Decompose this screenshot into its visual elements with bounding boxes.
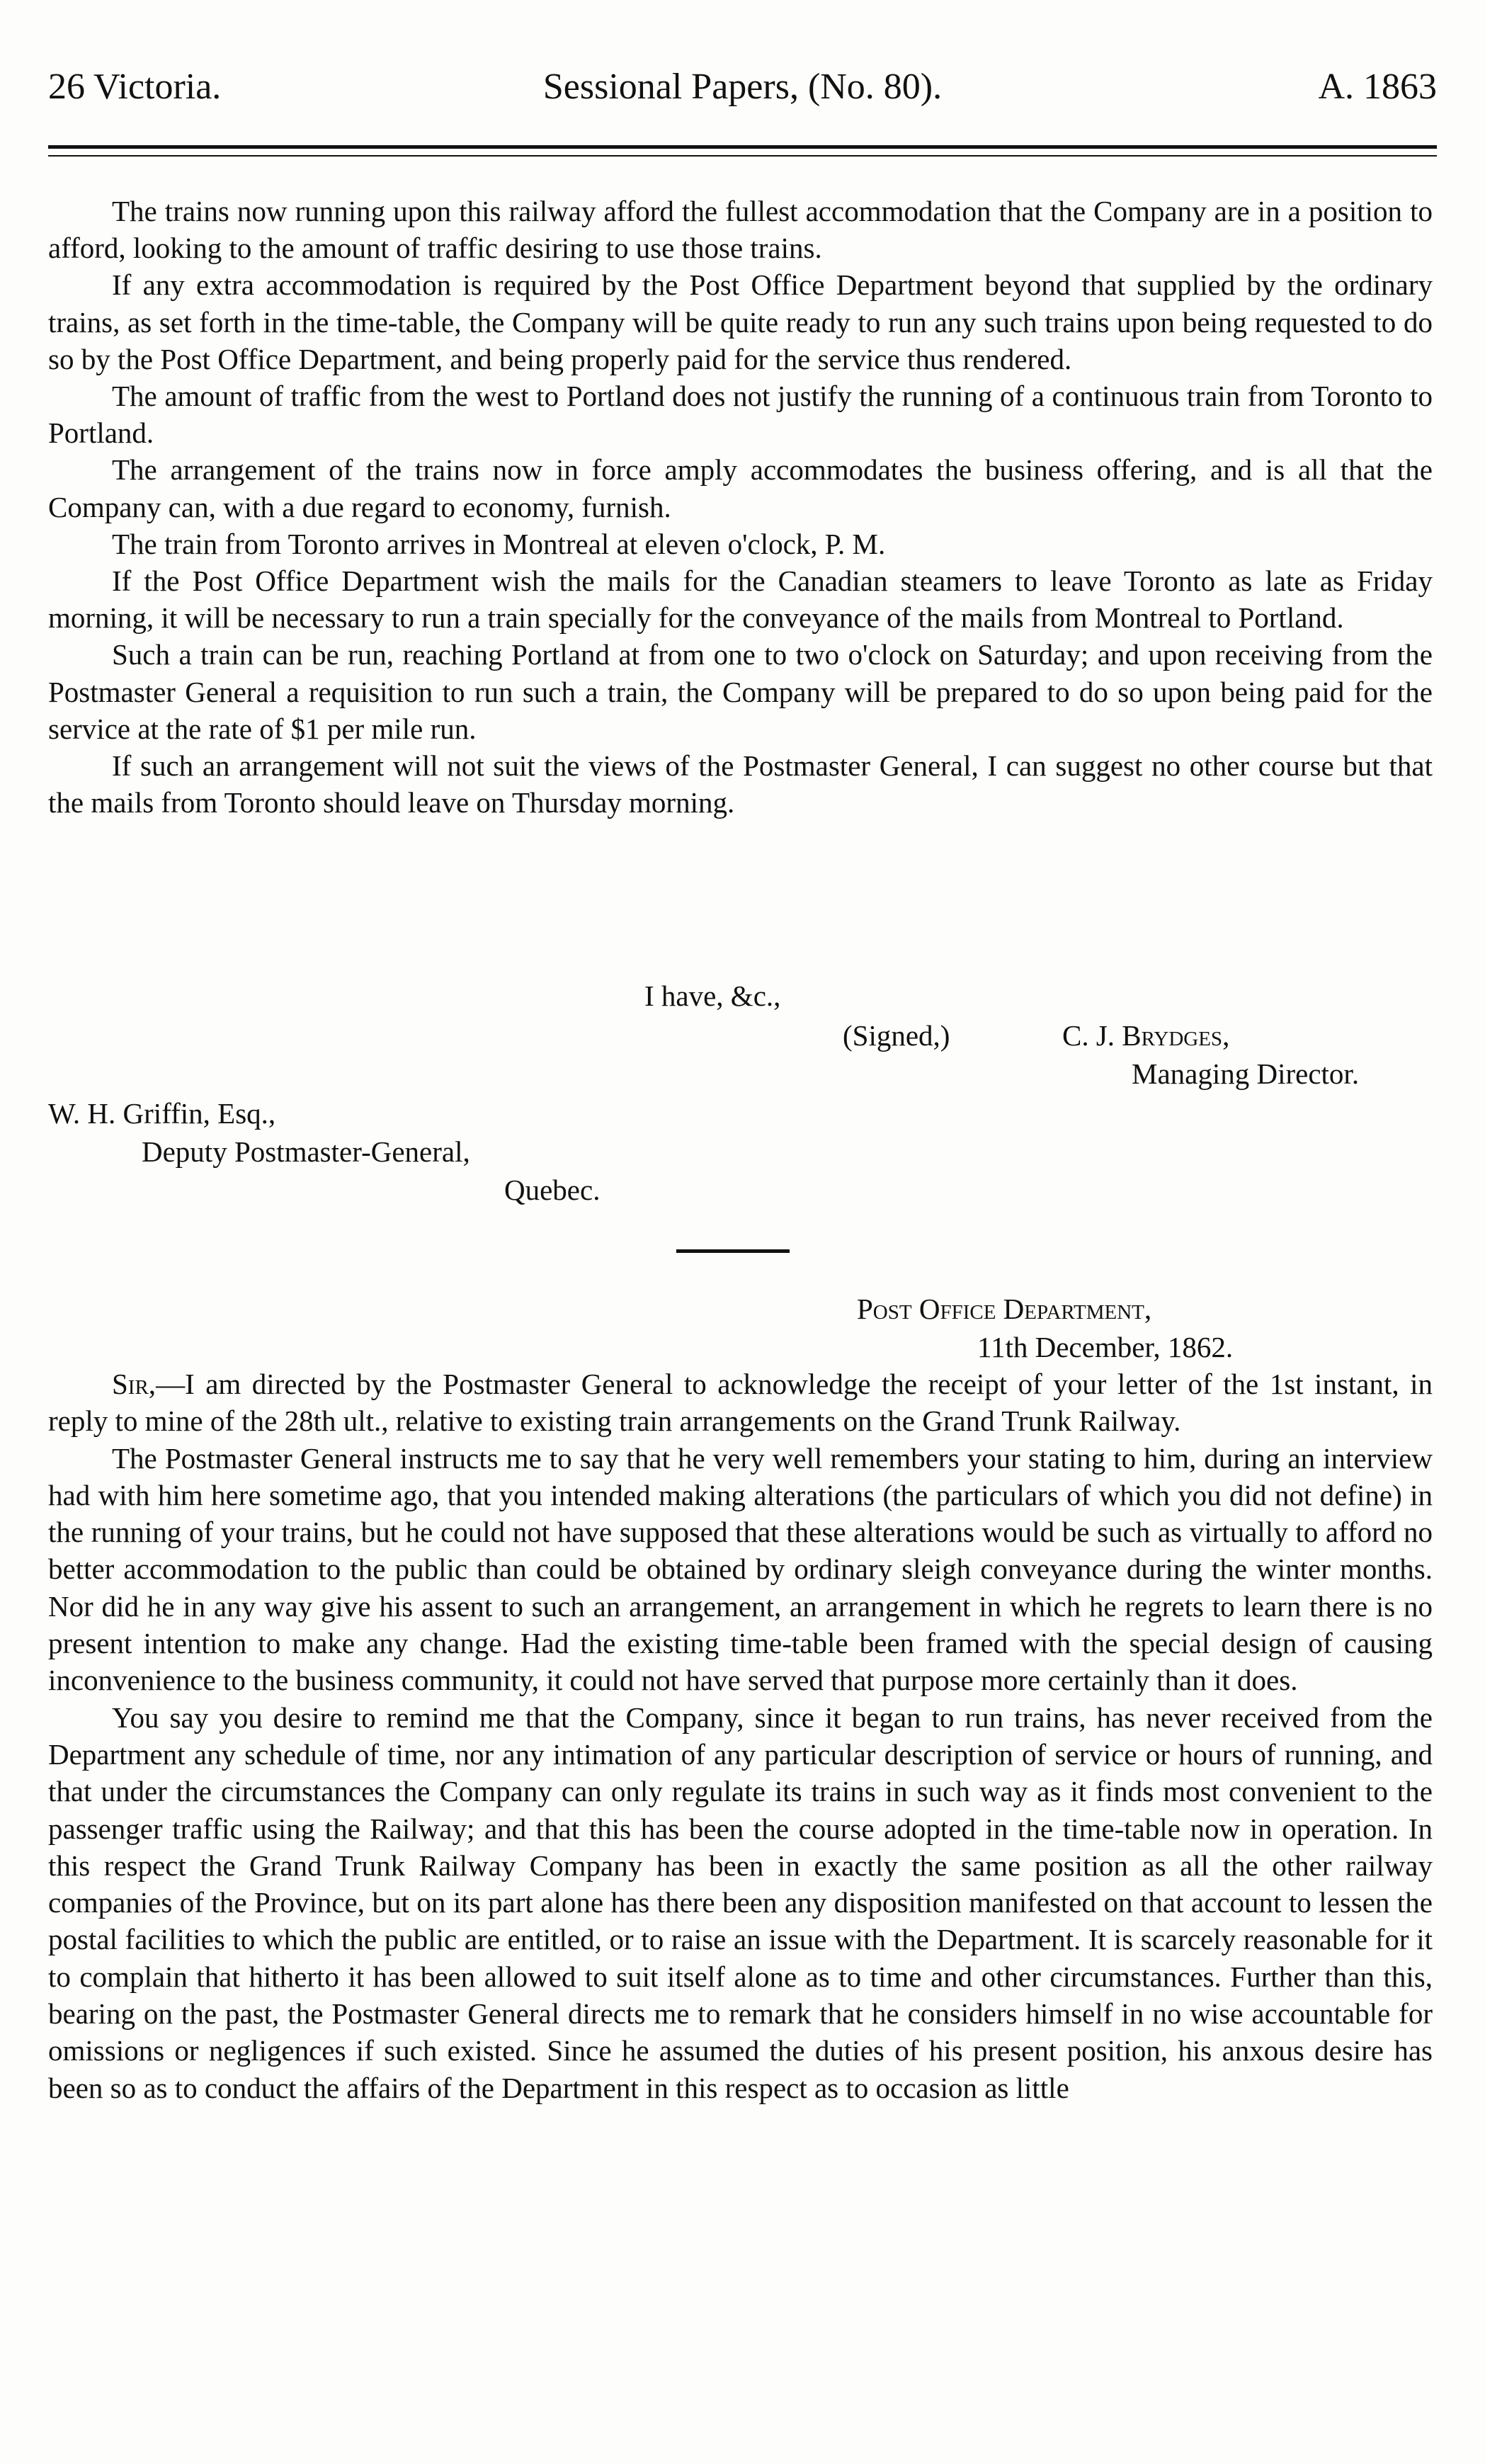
letter-date: 11th December, 1862.	[977, 1331, 1234, 1363]
running-header	[48, 62, 1437, 112]
salutation: Sir,	[112, 1368, 157, 1400]
letter-body-brydges	[48, 193, 1433, 821]
paragraph: If the Post Office Department wish the mails for the Canadian steamers to leave Toronto as late as Friday morning, it will be necessary to run a train specially for the conveyance of the mails from Montreal to Portland.	[48, 564, 1433, 635]
paragraph	[48, 1366, 1433, 1440]
paragraph: The trains now running upon this railway afford the fullest accommodation that the Company are in a position to afford, looking to the amount of traffic desiring to use those trains.	[48, 195, 1433, 265]
header-rule-thin	[48, 155, 1437, 157]
header-volume: 26 Victoria.	[48, 67, 222, 107]
paragraph: You say you desire to remind me that the Company, since it began to run trains, has never received from the Department any schedule of time, nor any intimation of any particular description of service or hours of running, and that under the circumstances the Company can only regulate its trains in such way as it finds most convenient to the passenger traffic using the Railway; and that this has been the course adopted in the time-table now in operation. In this respect the Grand Trunk Railway Company has been in exactly the same position as all the other railway companies of the Province, but on its part alone has there been any disposition manifested on that account to lessen the postal facilities to which the public are entitled, or to raise an issue with the Department. It is scarcely reasonable for it to complain that hitherto it has been allowed to suit itself alone as to time and other circumstances. Further than this, bearing on the past, the Postmaster General directs me to remark that he considers himself in no wise accountable for omissions or negligences if such existed. Since he assumed the duties of his present position, his anxous desire has been so as to conduct the affairs of the Department in this respect as to occasion as little	[48, 1701, 1433, 2104]
paragraph: If any extra accommodation is required by the Post Office Department beyond that supplied by the ordinary trains, as set forth in the time-table, the Company will be quite ready to run any such trains upon being requested to do so by the Post Office Department, and being properly paid for the service thus rendered.	[48, 268, 1433, 375]
header-year: A. 1863	[1318, 67, 1437, 107]
addressee-title: Deputy Postmaster-General,	[142, 1135, 470, 1168]
paragraph: The train from Toronto arrives in Montreal at eleven o'clock, P. M.	[112, 527, 886, 560]
paragraph: The arrangement of the trains now in force amply accommodates the business offering, and is all that the Company can, with a due regard to economy, furnish.	[48, 453, 1433, 523]
addressee-name: W. H. Griffin, Esq.,	[48, 1097, 276, 1130]
letter-department: Post Office Department,	[857, 1293, 1152, 1325]
paragraph: Such a train can be run, reaching Portland at from one to two o'clock on Saturday; and upon receiving from the Postmaster General a requisition to run such a train, the Company will be prepared to do so upon being paid for the service at the rate of $1 per mile run.	[48, 638, 1433, 745]
paragraph-text: —I am directed by the Postmaster General to acknowledge the receipt of your letter of the 1st instant, in reply to mine of the 28th ult., relative to existing train arrangements on the Grand Trunk Railway.	[48, 1368, 1433, 1438]
paragraph: If such an arrangement will not suit the views of the Postmaster General, I can suggest no other course but that the mails from Toronto should leave on Thursday morning.	[48, 749, 1433, 819]
letter-body-post-office	[48, 1366, 1433, 2106]
signed-label: (Signed,)	[843, 1019, 950, 1052]
closing-phrase: I have, &c.,	[644, 980, 781, 1012]
signer-name: C. J. Brydges,	[1062, 1019, 1230, 1052]
signer-title: Managing Director.	[1132, 1057, 1360, 1090]
paragraph: The amount of traffic from the west to Portland does not justify the running of a continuous train from Toronto to Portland.	[48, 380, 1433, 450]
section-separator	[676, 1249, 790, 1253]
header-title: Sessional Papers, (No. 80).	[542, 67, 943, 107]
addressee-place: Quebec.	[504, 1174, 601, 1206]
paragraph: The Postmaster General instructs me to say that he very well remembers your stating to him, during an interview had with him here sometime ago, that you intended making alterations (the particulars of which you did not define) in the running of your trains, but he could not have supposed that these alterations would be such as virtually to afford no better accommodation to the public than could be obtained by ordinary sleigh conveyance during the winter months. Nor did he in any way give his assent to such an arrangement, an arrangement in which he regrets to learn there is no present intention to make any change. Had the existing time-table been framed with the special design of causing inconvenience to the business community, it could not have served that purpose more certainly than it does.	[48, 1441, 1433, 1697]
header-rule-thick	[48, 145, 1437, 149]
